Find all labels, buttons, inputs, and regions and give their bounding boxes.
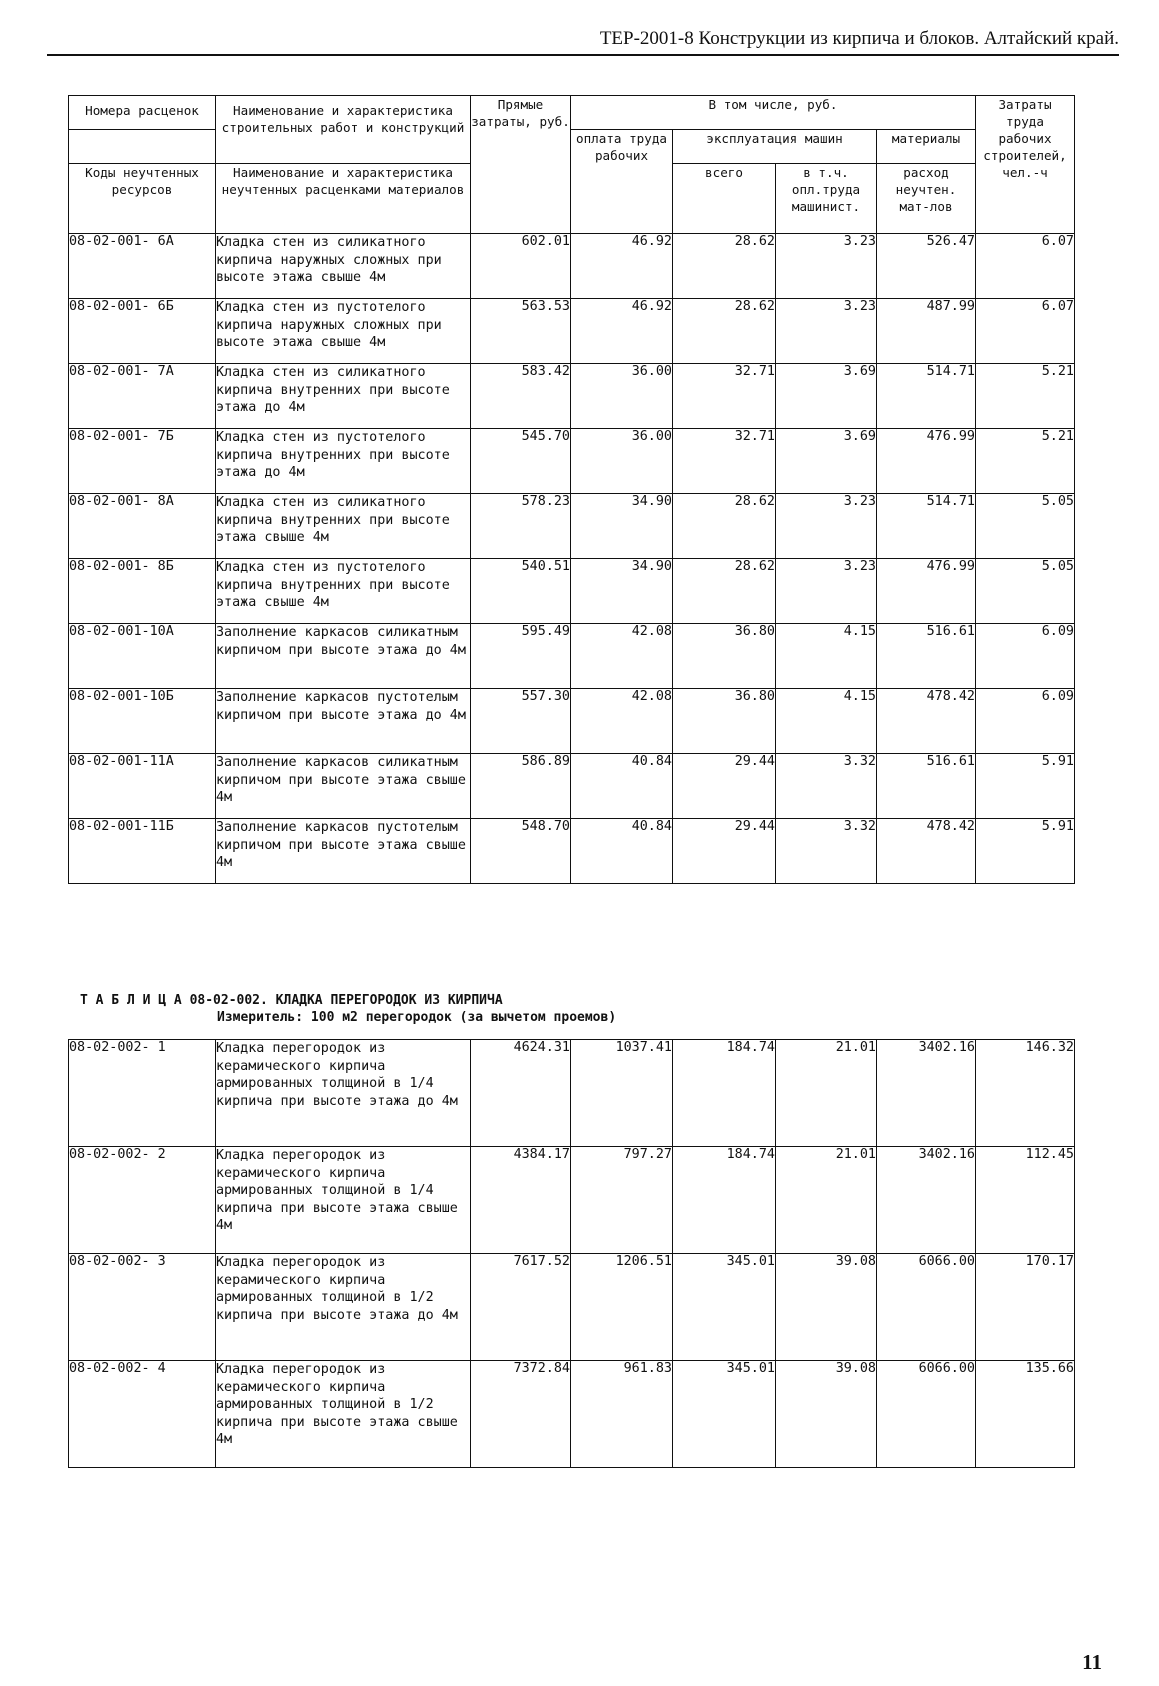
labor-hours: 5.05 [976,494,1075,559]
materials-cost: 516.61 [877,624,976,689]
machinist-wages: 39.08 [776,1254,877,1361]
table-unit: Измеритель: 100 м2 перегородок (за вычетом проемов) [217,1010,617,1025]
rate-code: 08-02-001-11Б [69,819,216,884]
wages-cost: 36.00 [571,364,673,429]
table-row [69,1361,1075,1468]
materials-cost: 3402.16 [877,1147,976,1254]
wages-cost: 40.84 [571,819,673,884]
work-description: Кладка стен из пустотелого кирпича наружных сложных при высоте этажа свыше 4м [216,299,471,364]
direct-cost: 557.30 [471,689,571,754]
materials-cost: 514.71 [877,494,976,559]
work-description: Кладка стен из силикатного кирпича внутренних при высоте этажа до 4м [216,364,471,429]
direct-cost: 583.42 [471,364,571,429]
work-description: Кладка стен из силикатного кирпича наружных сложных при высоте этажа свыше 4м [216,234,471,299]
wages-cost: 797.27 [571,1147,673,1254]
wages-cost: 40.84 [571,754,673,819]
work-description: Заполнение каркасов силикатным кирпичом при высоте этажа до 4м [216,624,471,689]
labor-hours: 112.45 [976,1147,1075,1254]
header-machines-total: всего [673,164,776,234]
rates-table-08-02-002 [68,1039,1075,1468]
machinist-wages: 3.32 [776,819,877,884]
machinist-wages: 4.15 [776,624,877,689]
header-materials: материалы [877,130,976,164]
machinist-wages: 39.08 [776,1361,877,1468]
machines-cost: 28.62 [673,299,776,364]
direct-cost: 7372.84 [471,1361,571,1468]
direct-cost: 4384.17 [471,1147,571,1254]
machinist-wages: 3.23 [776,299,877,364]
machinist-wages: 3.32 [776,754,877,819]
work-description: Кладка перегородок из керамического кирпича армированных толщиной в 1/2 кирпича при высоте этажа свыше 4м [216,1361,471,1468]
machinist-wages: 21.01 [776,1147,877,1254]
materials-cost: 478.42 [877,819,976,884]
header-wages: оплата труда рабочих [571,130,673,234]
labor-hours: 6.07 [976,234,1075,299]
work-description: Заполнение каркасов силикатным кирпичом при высоте этажа свыше 4м [216,754,471,819]
header-machinist-wages: в т.ч. опл.труда машинист. [776,164,877,234]
wages-cost: 961.83 [571,1361,673,1468]
materials-cost: 6066.00 [877,1254,976,1361]
header-rate-numbers: Номера расценок [69,96,216,130]
rate-code: 08-02-001- 8Б [69,559,216,624]
table-row [69,1040,1075,1147]
rate-code: 08-02-001- 7А [69,364,216,429]
materials-cost: 476.99 [877,429,976,494]
machinist-wages: 3.69 [776,429,877,494]
labor-hours: 6.09 [976,624,1075,689]
table-caption [80,992,616,1026]
table-row [69,689,1075,754]
rate-code: 08-02-001- 8А [69,494,216,559]
header-resource-codes: Коды неучтенных ресурсов [69,164,216,234]
materials-cost: 3402.16 [877,1040,976,1147]
direct-cost: 540.51 [471,559,571,624]
table-body [69,234,1075,884]
table-row [69,819,1075,884]
header-unaccounted-materials: расход неучтен. мат-лов [877,164,976,234]
materials-cost: 487.99 [877,299,976,364]
machines-cost: 184.74 [673,1040,776,1147]
materials-cost: 526.47 [877,234,976,299]
direct-cost: 563.53 [471,299,571,364]
work-description: Заполнение каркасов пустотелым кирпичом при высоте этажа свыше 4м [216,819,471,884]
work-description: Заполнение каркасов пустотелым кирпичом при высоте этажа до 4м [216,689,471,754]
rate-code: 08-02-001-10Б [69,689,216,754]
machines-cost: 32.71 [673,364,776,429]
header-machines: эксплуатация машин [673,130,877,164]
header-including: В том числе, руб. [571,96,976,130]
labor-hours: 170.17 [976,1254,1075,1361]
rate-code: 08-02-001-11А [69,754,216,819]
machinist-wages: 3.23 [776,234,877,299]
labor-hours: 5.21 [976,364,1075,429]
direct-cost: 578.23 [471,494,571,559]
header-material-names: Наименование и характеристика неучтенных расценками материалов [216,164,471,234]
materials-cost: 478.42 [877,689,976,754]
direct-cost: 4624.31 [471,1040,571,1147]
table-body [69,1040,1075,1468]
labor-hours: 5.21 [976,429,1075,494]
work-description: Кладка стен из пустотелого кирпича внутренних при высоте этажа свыше 4м [216,559,471,624]
work-description: Кладка перегородок из керамического кирпича армированных толщиной в 1/4 кирпича при высоте этажа свыше 4м [216,1147,471,1254]
wages-cost: 36.00 [571,429,673,494]
header-work-name: Наименование и характеристика строительных работ и конструкций [216,96,471,164]
machines-cost: 29.44 [673,754,776,819]
machinist-wages: 4.15 [776,689,877,754]
materials-cost: 516.61 [877,754,976,819]
table-row [69,299,1075,364]
machines-cost: 32.71 [673,429,776,494]
labor-hours: 5.91 [976,819,1075,884]
table-row [69,364,1075,429]
rates-table-08-02-001 [68,95,1075,884]
table-row [69,494,1075,559]
machines-cost: 36.80 [673,689,776,754]
wages-cost: 46.92 [571,299,673,364]
wages-cost: 34.90 [571,559,673,624]
labor-hours: 5.91 [976,754,1075,819]
machines-cost: 345.01 [673,1361,776,1468]
machines-cost: 345.01 [673,1254,776,1361]
direct-cost: 7617.52 [471,1254,571,1361]
page-header [47,28,1119,56]
table-header [69,96,1075,234]
labor-hours: 6.07 [976,299,1075,364]
table-title: Т А Б Л И Ц А 08-02-002. КЛАДКА ПЕРЕГОРОДОК ИЗ КИРПИЧА [80,993,503,1008]
direct-cost: 548.70 [471,819,571,884]
table-row [69,234,1075,299]
document-title: ТЕР-2001-8 Конструкции из кирпича и блоков. Алтайский край. [599,28,1119,49]
materials-cost: 514.71 [877,364,976,429]
machinist-wages: 21.01 [776,1040,877,1147]
labor-hours: 146.32 [976,1040,1075,1147]
machinist-wages: 3.69 [776,364,877,429]
wages-cost: 34.90 [571,494,673,559]
labor-hours: 135.66 [976,1361,1075,1468]
machines-cost: 184.74 [673,1147,776,1254]
wages-cost: 42.08 [571,689,673,754]
materials-cost: 6066.00 [877,1361,976,1468]
direct-cost: 586.89 [471,754,571,819]
page-number: 11 [1082,1650,1102,1674]
rate-code: 08-02-001- 6А [69,234,216,299]
materials-cost: 476.99 [877,559,976,624]
machines-cost: 28.62 [673,234,776,299]
table-row [69,624,1075,689]
machines-cost: 36.80 [673,624,776,689]
rate-code: 08-02-001- 7Б [69,429,216,494]
machines-cost: 28.62 [673,494,776,559]
wages-cost: 1037.41 [571,1040,673,1147]
table-row [69,1147,1075,1254]
machines-cost: 28.62 [673,559,776,624]
direct-cost: 602.01 [471,234,571,299]
wages-cost: 1206.51 [571,1254,673,1361]
direct-cost: 595.49 [471,624,571,689]
table-row [69,429,1075,494]
rate-code: 08-02-002- 1 [69,1040,216,1147]
wages-cost: 42.08 [571,624,673,689]
work-description: Кладка перегородок из керамического кирпича армированных толщиной в 1/2 кирпича при высоте этажа до 4м [216,1254,471,1361]
rate-code: 08-02-002- 4 [69,1361,216,1468]
work-description: Кладка стен из пустотелого кирпича внутренних при высоте этажа до 4м [216,429,471,494]
table-row [69,1254,1075,1361]
wages-cost: 46.92 [571,234,673,299]
rate-code: 08-02-002- 3 [69,1254,216,1361]
rate-code: 08-02-002- 2 [69,1147,216,1254]
labor-hours: 5.05 [976,559,1075,624]
table-row [69,754,1075,819]
work-description: Кладка перегородок из керамического кирпича армированных толщиной в 1/4 кирпича при высоте этажа до 4м [216,1040,471,1147]
labor-hours: 6.09 [976,689,1075,754]
machinist-wages: 3.23 [776,559,877,624]
work-description: Кладка стен из силикатного кирпича внутренних при высоте этажа свыше 4м [216,494,471,559]
machines-cost: 29.44 [673,819,776,884]
direct-cost: 545.70 [471,429,571,494]
rate-code: 08-02-001-10А [69,624,216,689]
header-labor-costs: Затраты труда рабочих строителей, чел.-ч [976,96,1075,234]
header-direct-costs: Прямые затраты, руб. [471,96,571,234]
table-row [69,559,1075,624]
rate-code: 08-02-001- 6Б [69,299,216,364]
machinist-wages: 3.23 [776,494,877,559]
